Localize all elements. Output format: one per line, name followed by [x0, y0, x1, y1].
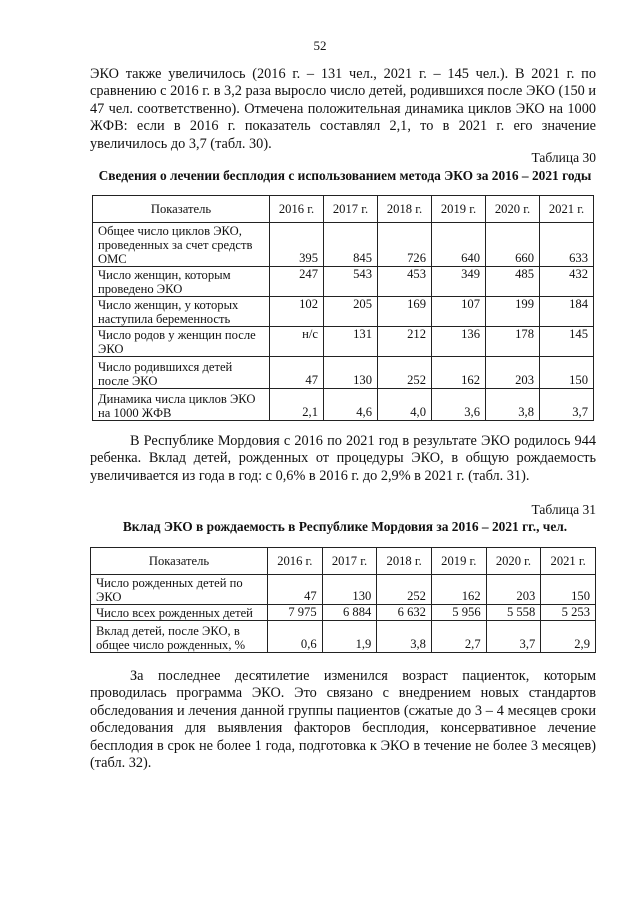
cell: 3,8: [486, 389, 540, 421]
cell: 5 558: [486, 605, 541, 621]
table-row: [93, 327, 594, 357]
cell: 199: [486, 297, 540, 327]
table-header-row: [91, 548, 596, 575]
cell: 640: [432, 223, 486, 267]
table-row: [93, 389, 594, 421]
cell: 212: [378, 327, 432, 357]
cell: 6 632: [377, 605, 432, 621]
table-30-number: Таблица 30: [531, 150, 596, 165]
paragraph-2: В Республике Мордовия с 2016 по 2021 год в результате ЭКО родилось 944 ребенка. Вклад детей, рожденных от процедуры ЭКО, в общую рождаемость увеличивается из года в год: с 0,6% в 2016 г. до 2,9% в 2021 г. (табл. 31).: [90, 433, 596, 484]
cell: 203: [486, 357, 540, 389]
table-31-title: Вклад ЭКО в рождаемость в Республике Мордовия за 2016 – 2021 гг., чел.: [122, 519, 568, 534]
cell: 3,7: [540, 389, 594, 421]
header-cell: 2019 г.: [431, 548, 486, 575]
cell: н/с: [270, 327, 324, 357]
header-cell: 2021 г.: [541, 548, 596, 575]
table-row: [93, 223, 594, 267]
row-label: Число женщин, которым проведено ЭКО: [93, 267, 270, 297]
cell: 660: [486, 223, 540, 267]
cell: 7 975: [268, 605, 323, 621]
header-cell: 2020 г.: [486, 196, 540, 223]
table-header-row: [93, 196, 594, 223]
paragraph-3: За последнее десятилетие изменился возраст пациенток, которым проводилась программа ЭКО. Это связано с внедрением новых стандартов обследования и лечения данной группы пациентов (сжатые до 3 – 4 месяцев сроки обследования для выявления факторов бесплодия, консервативное лечение бесплодия в срок не более 1 года, подготовка к ЭКО в течение не более 3 месяцев) (табл. 32).: [90, 668, 596, 772]
table-31-number: Таблица 31: [531, 502, 596, 517]
cell: 349: [432, 267, 486, 297]
header-cell: 2017 г.: [324, 196, 378, 223]
cell: 252: [378, 357, 432, 389]
row-label: Число родов у женщин после ЭКО: [93, 327, 270, 357]
table-31: [90, 547, 596, 653]
page-number: 52: [313, 38, 327, 53]
cell: 0,6: [268, 621, 323, 653]
cell: 107: [432, 297, 486, 327]
cell: 247: [270, 267, 324, 297]
cell: 4,0: [378, 389, 432, 421]
cell: 150: [541, 575, 596, 605]
header-cell: Показатель: [93, 196, 270, 223]
header-cell: 2020 г.: [486, 548, 541, 575]
cell: 130: [324, 357, 378, 389]
cell: 162: [431, 575, 486, 605]
cell: 136: [432, 327, 486, 357]
row-label: Число женщин, у которых наступила беременность: [93, 297, 270, 327]
row-label: Число всех рожденных детей: [91, 605, 268, 621]
header-cell: 2019 г.: [432, 196, 486, 223]
cell: 2,1: [270, 389, 324, 421]
row-label: Общее число циклов ЭКО, проведенных за счет средств ОМС: [93, 223, 270, 267]
row-label: Вклад детей, после ЭКО, в общее число рожденных, %: [91, 621, 268, 653]
table-row: [93, 297, 594, 327]
cell: 543: [324, 267, 378, 297]
cell: 203: [486, 575, 541, 605]
cell: 3,6: [432, 389, 486, 421]
cell: 432: [540, 267, 594, 297]
table-row: [93, 357, 594, 389]
table-row: [91, 605, 596, 621]
cell: 102: [270, 297, 324, 327]
cell: 205: [324, 297, 378, 327]
row-label: Динамика числа циклов ЭКО на 1000 ЖФВ: [93, 389, 270, 421]
cell: 2,9: [541, 621, 596, 653]
cell: 1,9: [322, 621, 377, 653]
cell: 485: [486, 267, 540, 297]
table-row: [91, 575, 596, 605]
cell: 131: [324, 327, 378, 357]
cell: 184: [540, 297, 594, 327]
header-cell: 2016 г.: [268, 548, 323, 575]
cell: 3,8: [377, 621, 432, 653]
cell: 145: [540, 327, 594, 357]
cell: 726: [378, 223, 432, 267]
cell: 4,6: [324, 389, 378, 421]
table-row: [93, 267, 594, 297]
cell: 178: [486, 327, 540, 357]
cell: 130: [322, 575, 377, 605]
header-cell: 2016 г.: [270, 196, 324, 223]
cell: 5 253: [541, 605, 596, 621]
cell: 845: [324, 223, 378, 267]
row-label: Число рожденных детей по ЭКО: [91, 575, 268, 605]
paragraph-1: ЭКО также увеличилось (2016 г. – 131 чел., 2021 г. – 145 чел.). В 2021 г. по сравнению с 2016 г. в 3,2 раза выросло число детей, родившихся после ЭКО (150 и 47 чел. соответственно). Отмечена положительная динамика циклов ЭКО на 1000 ЖФВ: если в 2016 г. показатель составлял 2,1, то в 2021 г. его значение увеличилось до 3,7 (табл. 30).: [90, 66, 596, 152]
cell: 2,7: [431, 621, 486, 653]
cell: 150: [540, 357, 594, 389]
cell: 5 956: [431, 605, 486, 621]
cell: 3,7: [486, 621, 541, 653]
cell: 6 884: [322, 605, 377, 621]
table-30: [92, 195, 594, 421]
cell: 252: [377, 575, 432, 605]
header-cell: Показатель: [91, 548, 268, 575]
header-cell: 2018 г.: [378, 196, 432, 223]
cell: 47: [270, 357, 324, 389]
cell: 47: [268, 575, 323, 605]
row-label: Число родившихся детей после ЭКО: [93, 357, 270, 389]
header-cell: 2018 г.: [377, 548, 432, 575]
table-30-title: Сведения о лечении бесплодия с использованием метода ЭКО за 2016 – 2021 годы: [98, 168, 592, 183]
table-row: [91, 621, 596, 653]
cell: 162: [432, 357, 486, 389]
cell: 169: [378, 297, 432, 327]
header-cell: 2021 г.: [540, 196, 594, 223]
cell: 633: [540, 223, 594, 267]
header-cell: 2017 г.: [322, 548, 377, 575]
cell: 453: [378, 267, 432, 297]
cell: 395: [270, 223, 324, 267]
